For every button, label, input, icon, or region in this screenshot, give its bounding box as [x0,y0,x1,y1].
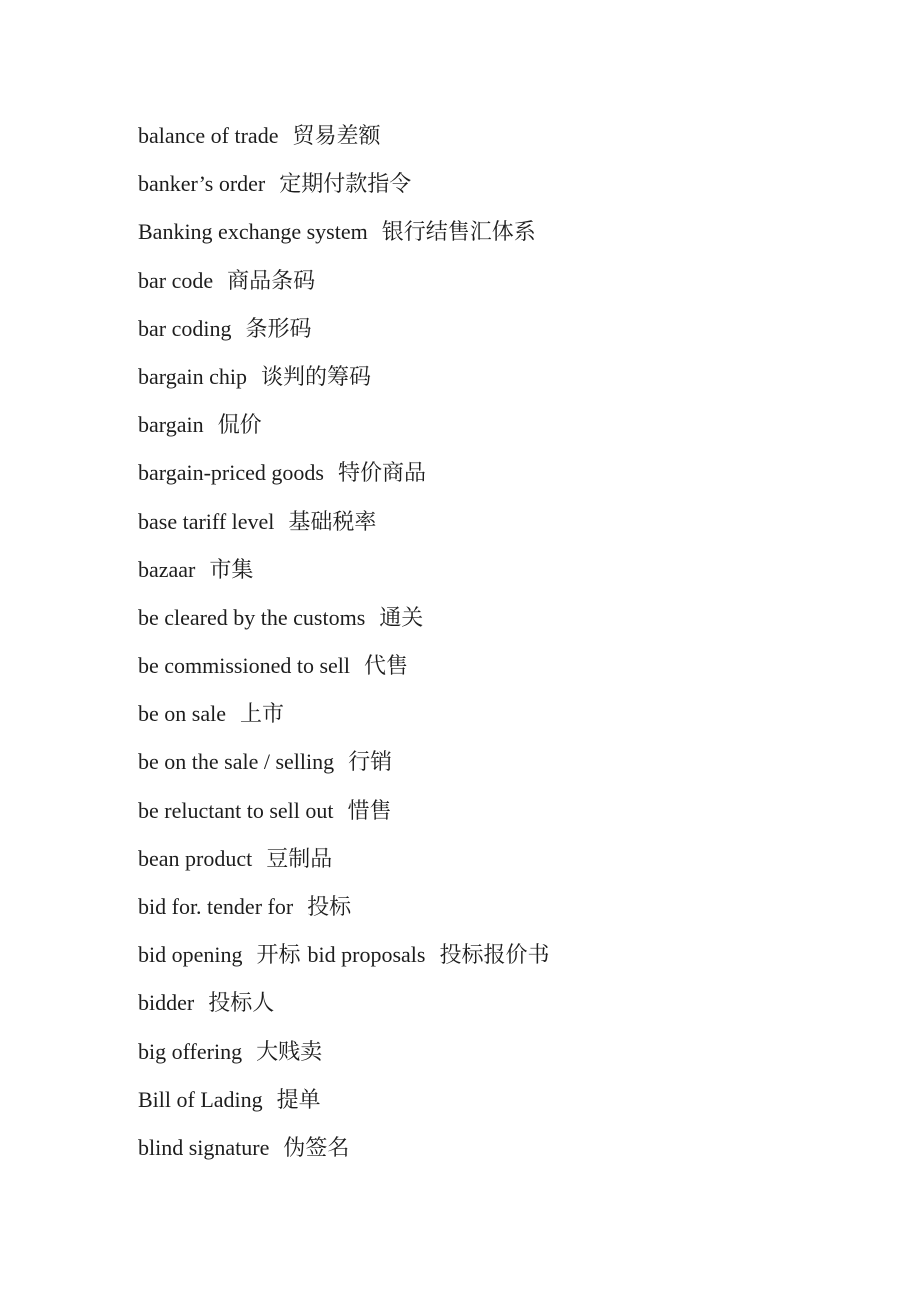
term-text: banker’s order [138,171,266,197]
term-text: bid for. tender for [138,894,294,919]
translation-text: 贸易差额 [292,123,381,148]
term-text: bargain-priced goods [138,460,324,486]
term-text: bidder [138,990,195,1016]
glossary-entry [138,257,880,305]
translation-text: 上市 [239,701,284,727]
term-text: Bill of Lading [138,1086,263,1112]
term-text: be on the sale / selling [138,749,335,775]
term-text: bid proposals [307,942,426,968]
translation-text: 特价商品 [337,460,426,486]
translation-text: 基础税率 [288,508,377,534]
translation-text: 条形码 [245,315,312,341]
translation-text: 行销 [348,749,393,775]
term-text: blind signature [138,1134,270,1160]
term-text: bar code [138,267,214,293]
glossary-entry [138,112,880,160]
glossary-entry [138,642,880,690]
translation-text: 投标人 [208,990,275,1016]
translation-text: 商品条码 [227,267,316,293]
glossary-entry [138,498,880,546]
glossary-entry [138,835,880,883]
translation-text: 投标 [307,894,352,919]
glossary-entry [138,883,880,931]
translation-text: 惜售 [347,797,392,823]
glossary-entry [138,449,880,497]
glossary-entry [138,305,880,353]
translation-text: 大贱卖 [256,1038,323,1064]
translation-text: 投标报价书 [439,942,550,968]
term-text: bid opening [138,942,243,968]
translation-text: 豆制品 [266,845,333,871]
translation-text: 代售 [364,653,409,679]
glossary-entry [138,594,880,642]
glossary-entry [138,787,880,835]
glossary-entry [138,208,880,256]
term-text: big offering [138,1038,243,1064]
glossary-entry [138,738,880,786]
glossary-entry [138,1124,880,1172]
term-text: bean product [138,845,253,871]
glossary-entry [138,546,880,594]
term-text: bargain chip [138,363,247,389]
glossary-entry [138,401,880,449]
translation-text: 提单 [276,1086,321,1112]
glossary-entry [138,690,880,738]
translation-text: 银行结售汇体系 [381,219,536,245]
glossary-entry [138,1076,880,1124]
term-text: bazaar [138,556,196,582]
translation-text: 伪签名 [283,1134,350,1160]
term-text: balance of trade [138,123,279,148]
glossary-entry [138,160,880,208]
term-text: be reluctant to sell out [138,797,334,823]
translation-text: 市集 [209,556,254,582]
glossary-entry [138,1028,880,1076]
translation-text: 通关 [379,604,424,630]
glossary-entry [138,931,880,979]
term-text: Banking exchange system [138,219,368,245]
glossary-entry [138,353,880,401]
translation-text: 开标 [256,942,301,968]
term-text: bargain [138,412,204,438]
term-text: be on sale [138,701,226,727]
glossary-entry [138,979,880,1027]
term-text: base tariff level [138,508,275,534]
term-text: be cleared by the customs [138,604,366,630]
translation-text: 侃价 [217,412,262,438]
translation-text: 定期付款指令 [279,171,412,197]
term-text: bar coding [138,315,232,341]
translation-text: 谈判的筹码 [260,363,371,389]
term-text: be commissioned to sell [138,653,351,679]
